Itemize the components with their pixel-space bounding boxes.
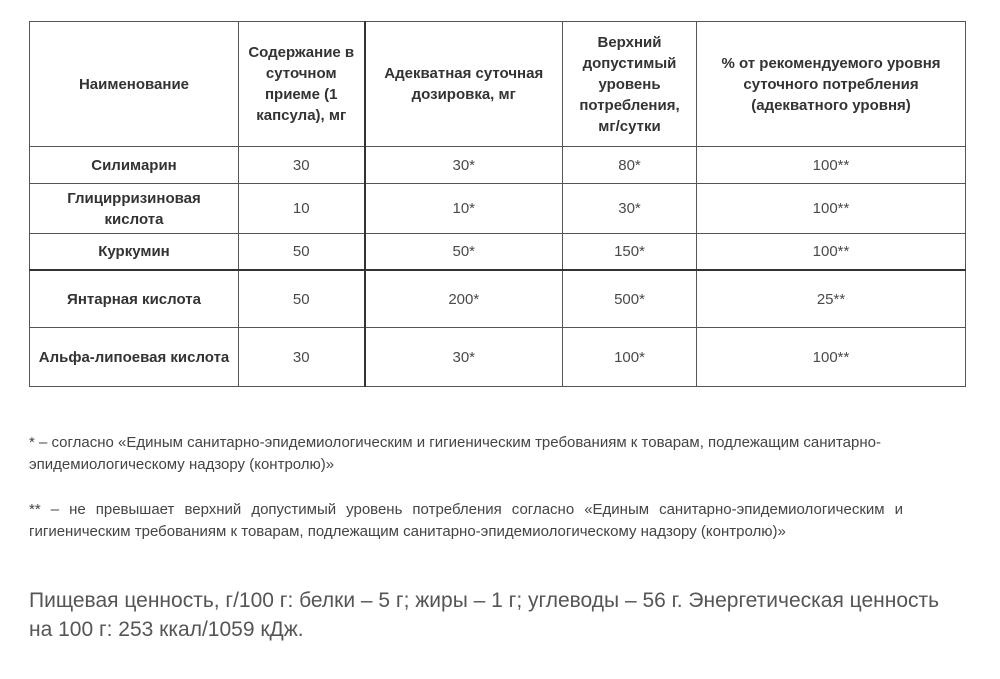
cell-name: Глицирризиновая кислота [30, 184, 239, 234]
composition-table [29, 21, 966, 387]
header-daily-content: Содержание в суточном приеме (1 капсула), мг [239, 22, 365, 147]
cell-name: Янтарная кислота [30, 270, 239, 328]
cell-daily: 50 [239, 234, 365, 271]
cell-adequate: 10* [365, 184, 563, 234]
cell-name: Альфа-липоевая кислота [30, 328, 239, 387]
footnote-double-asterisk: ** – не превышает верхний допустимый уровень потребления согласно «Единым санитарно-эпидемиологическим и гигиеническим требованиям к товарам, подлежащим санитарно-эпидемиологическому надзору (контролю)» [29, 501, 903, 540]
table-row [30, 328, 966, 387]
cell-name: Куркумин [30, 234, 239, 271]
cell-name: Силимарин [30, 147, 239, 184]
table-row [30, 270, 966, 328]
footnote-single-asterisk: * – согласно «Единым санитарно-эпидемиологическим и гигиеническим требованиям к товарам, подлежащим санитарно-эпидемиологическому надзору (контролю)» [29, 434, 881, 473]
cell-adequate: 50* [365, 234, 563, 271]
table-row [30, 184, 966, 234]
cell-upper: 80* [563, 147, 697, 184]
cell-daily: 50 [239, 270, 365, 328]
header-name: Наименование [30, 22, 239, 147]
cell-upper: 500* [563, 270, 697, 328]
cell-upper: 150* [563, 234, 697, 271]
cell-daily: 10 [239, 184, 365, 234]
cell-upper: 30* [563, 184, 697, 234]
header-percent: % от рекомендуемого уровня суточного потребления (адекватного уровня) [697, 22, 966, 147]
cell-percent: 100** [697, 234, 966, 271]
cell-upper: 100* [563, 328, 697, 387]
cell-percent: 100** [697, 328, 966, 387]
cell-adequate: 30* [365, 328, 563, 387]
cell-adequate: 200* [365, 270, 563, 328]
table-row [30, 147, 966, 184]
nutrition-info: Пищевая ценность, г/100 г: белки – 5 г; жиры – 1 г; углеводы – 56 г. Энергетическая ценность на 100 г: 253 ккал/1059 кДж. [29, 589, 940, 641]
cell-daily: 30 [239, 147, 365, 184]
table-row [30, 234, 966, 271]
cell-adequate: 30* [365, 147, 563, 184]
header-upper-level: Верхний допустимый уровень потребления, мг/сутки [563, 22, 697, 147]
cell-percent: 100** [697, 147, 966, 184]
header-adequate-dose: Адекватная суточная дозировка, мг [365, 22, 563, 147]
cell-daily: 30 [239, 328, 365, 387]
cell-percent: 25** [697, 270, 966, 328]
table-header-row [30, 22, 966, 147]
cell-percent: 100** [697, 184, 966, 234]
